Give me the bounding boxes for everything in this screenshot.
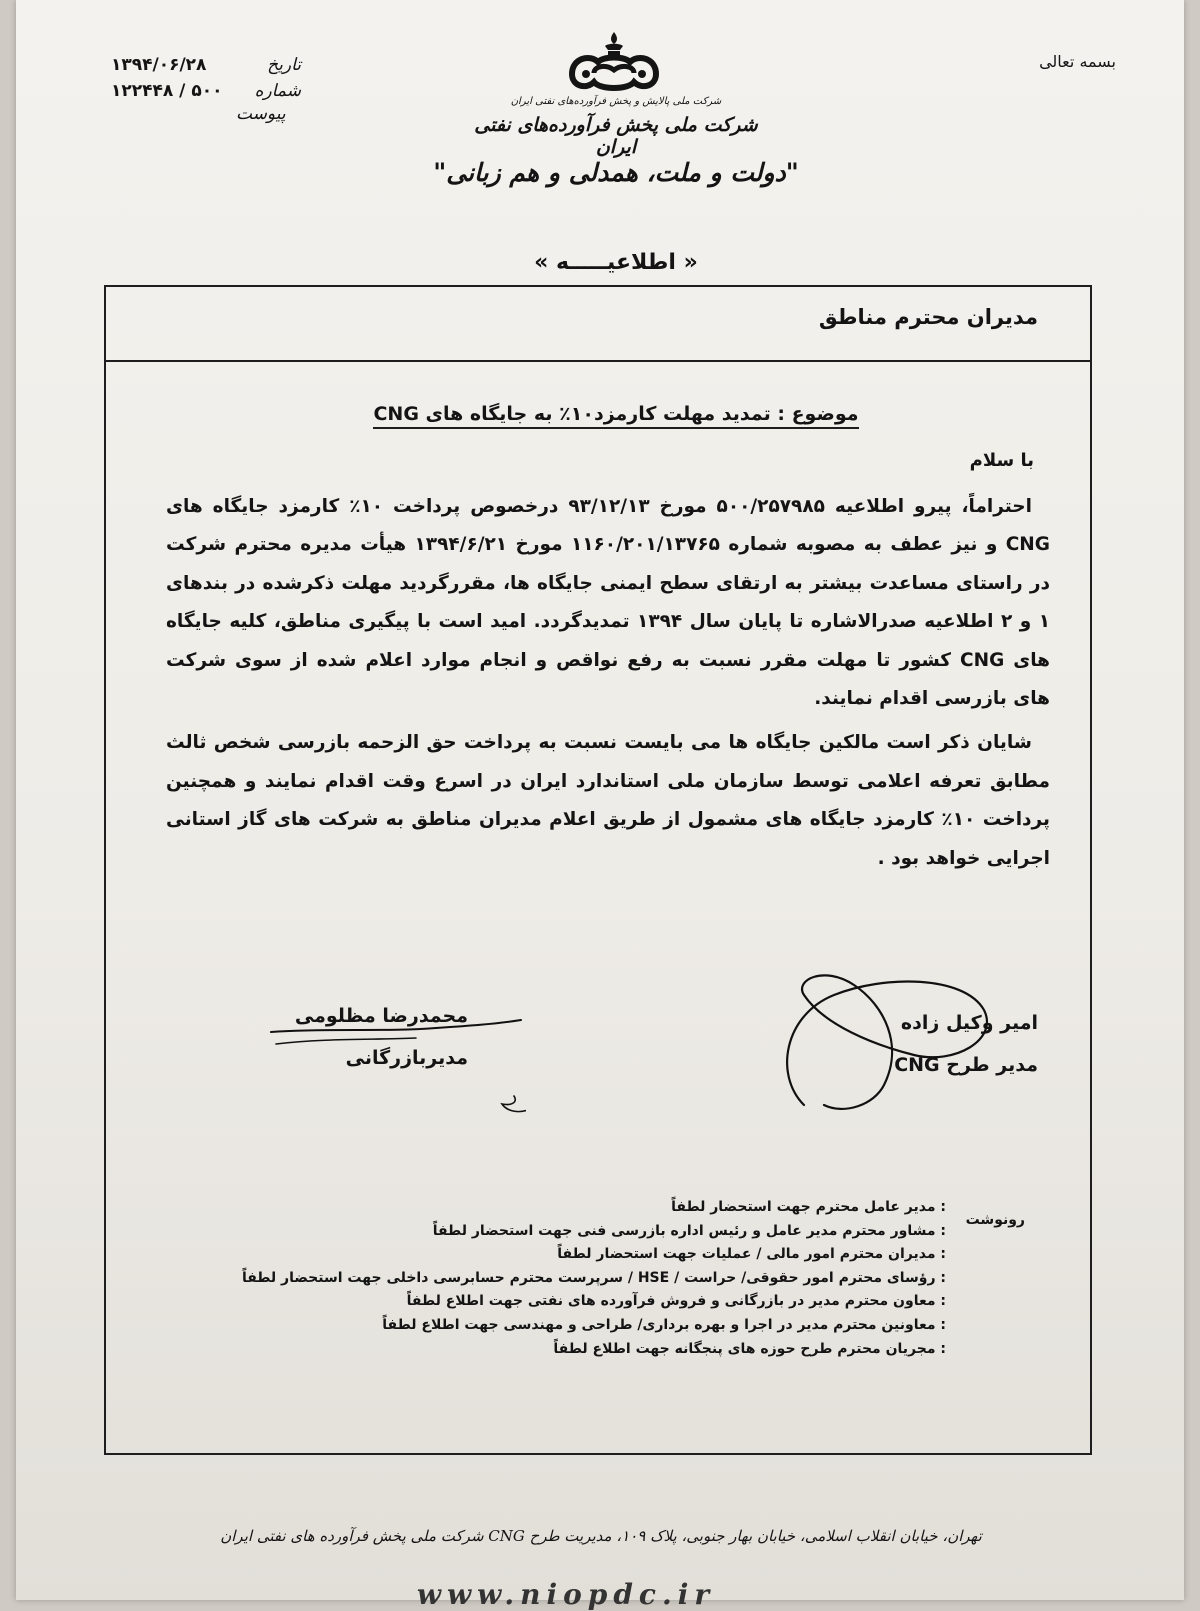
bismillah-text: بسمه تعالی: [1039, 52, 1116, 71]
cc-item: : معاونین محترم مدیر در اجرا و بهره برداری/ طراحی و مهندسی جهت اطلاع لطفاً: [382, 1316, 946, 1333]
handwritten-signature: [764, 955, 1004, 1125]
body-paragraph-2: شایان ذکر است مالکین جایگاه ها می بایست نسبت به پرداخت حق الزحمه بازرسی شخص ثالث مطابق تعرفه اعلامی توسط سازمان ملی استاندارد ایران در اسرع وقت اقدام نمایند و همچنین پرداخت ۱۰٪ کارمزد جایگاه های مشمول از طریق اعلام مدیران مناطق به شرکت های گاز استانی اجرایی خواهد بود .: [166, 732, 1050, 869]
company-name: شرکت ملی پخش فرآورده‌های نفتی ایران: [474, 114, 758, 158]
cc-list: [186, 1196, 946, 1361]
signer-title-right: مدیر طرح CNG: [894, 1054, 1038, 1076]
number-label: شماره: [254, 81, 301, 101]
signer-name-left: محمدرضا مظلومی: [294, 1005, 468, 1027]
cc-item: : مجریان محترم طرح حوزه های پنجگانه جهت اطلاع لطفاً: [553, 1340, 946, 1357]
subject-line: [256, 403, 976, 425]
handwritten-paraph: [266, 1010, 526, 1130]
letter-meta: [111, 52, 301, 124]
attachment-label: پیوست: [236, 104, 286, 124]
cc-item: : مشاور محترم مدیر عامل و رئیس اداره بازرسی فنی جهت استحضار لطفاً: [432, 1222, 946, 1239]
greeting: با سلام: [969, 450, 1034, 471]
body-paragraph-1: احتراماً، پیرو اطلاعیه ۵۰۰/۲۵۷۹۸۵ مورخ ۹۳/۱۲/۱۳ درخصوص پرداخت ۱۰٪ کارمزد جایگاه های CNG و نیز عطف به مصوبه شماره ۱۱۶۰/۲۰۱/۱۳۷۶۵ مورخ ۱۳۹۴/۶/۲۱ هیأت مدیره محترم شرکت در راستای مساعدت بیشتر به ارتقای سطح ایمنی جایگاه ها، مقررگردید مهلت ذکرشده در بندهای ۱ و ۲ اطلاعیه صدرالاشاره تا پایان سال ۱۳۹۴ تمدیدگردد. امید است با پیگیری مناطق، کلیه جایگاه های CNG کشور تا مهلت مقرر نسبت به رفع نواقص و انجام موارد اعلام شده از سوی شرکت های بازرسی اقدام نمایند.: [166, 496, 1050, 710]
signer-title-left: مدیربازرگانی: [345, 1047, 468, 1069]
date-label: تاریخ: [267, 55, 301, 75]
letter-body: [166, 488, 1050, 884]
frame-divider: [104, 360, 1092, 362]
cc-item: : معاون محترم مدیر در بازرگانی و فروش فرآورده های نفتی جهت اطلاع لطفاً: [406, 1293, 946, 1310]
company-name-small: شرکت ملی پالایش و پخش فرآورده‌های نفتی ایران: [510, 96, 722, 107]
cc-label: رونوشت: [965, 1212, 1025, 1228]
cc-item: : مدیر عامل محترم جهت استحضار لطفاً: [671, 1199, 946, 1215]
signer-name-right: امیر وکیل زاده: [900, 1012, 1038, 1034]
recipient: مدیران محترم مناطق: [818, 305, 1038, 329]
cc-item: : مدیران محترم امور مالی / عملیات جهت استحضار لطفاً: [557, 1246, 946, 1263]
letter-page: [16, 0, 1184, 1611]
date-value: ۱۳۹۴/۰۶/۲۸: [111, 55, 207, 75]
slogan: "دولت و ملت، همدلی و هم زبانی": [433, 158, 799, 187]
footer-website: www.niopdc.ir: [416, 1578, 716, 1611]
niopdc-flame-logo-icon: [564, 28, 664, 98]
number-row: [111, 78, 301, 104]
number-value: ۵۰۰ / ۱۲۲۴۴۸: [111, 81, 223, 101]
date-row: [111, 52, 301, 78]
footer-address: تهران، خیابان انقلاب اسلامی، خیابان بهار جنوبی، پلاک ۱۰۹، مدیریت طرح CNG شرکت ملی پخش فرآورده های نفتی ایران: [220, 1527, 982, 1545]
cc-item: : رؤسای محترم امور حقوقی/ حراست / HSE / سرپرست محترم حسابرسی داخلی جهت استحضار لطفاً: [241, 1269, 946, 1286]
notice-title: « اطلاعیـــــه »: [534, 250, 698, 275]
subject-text: موضوع : تمدید مهلت کارمزد۱۰٪ به جایگاه های CNG: [373, 403, 858, 429]
